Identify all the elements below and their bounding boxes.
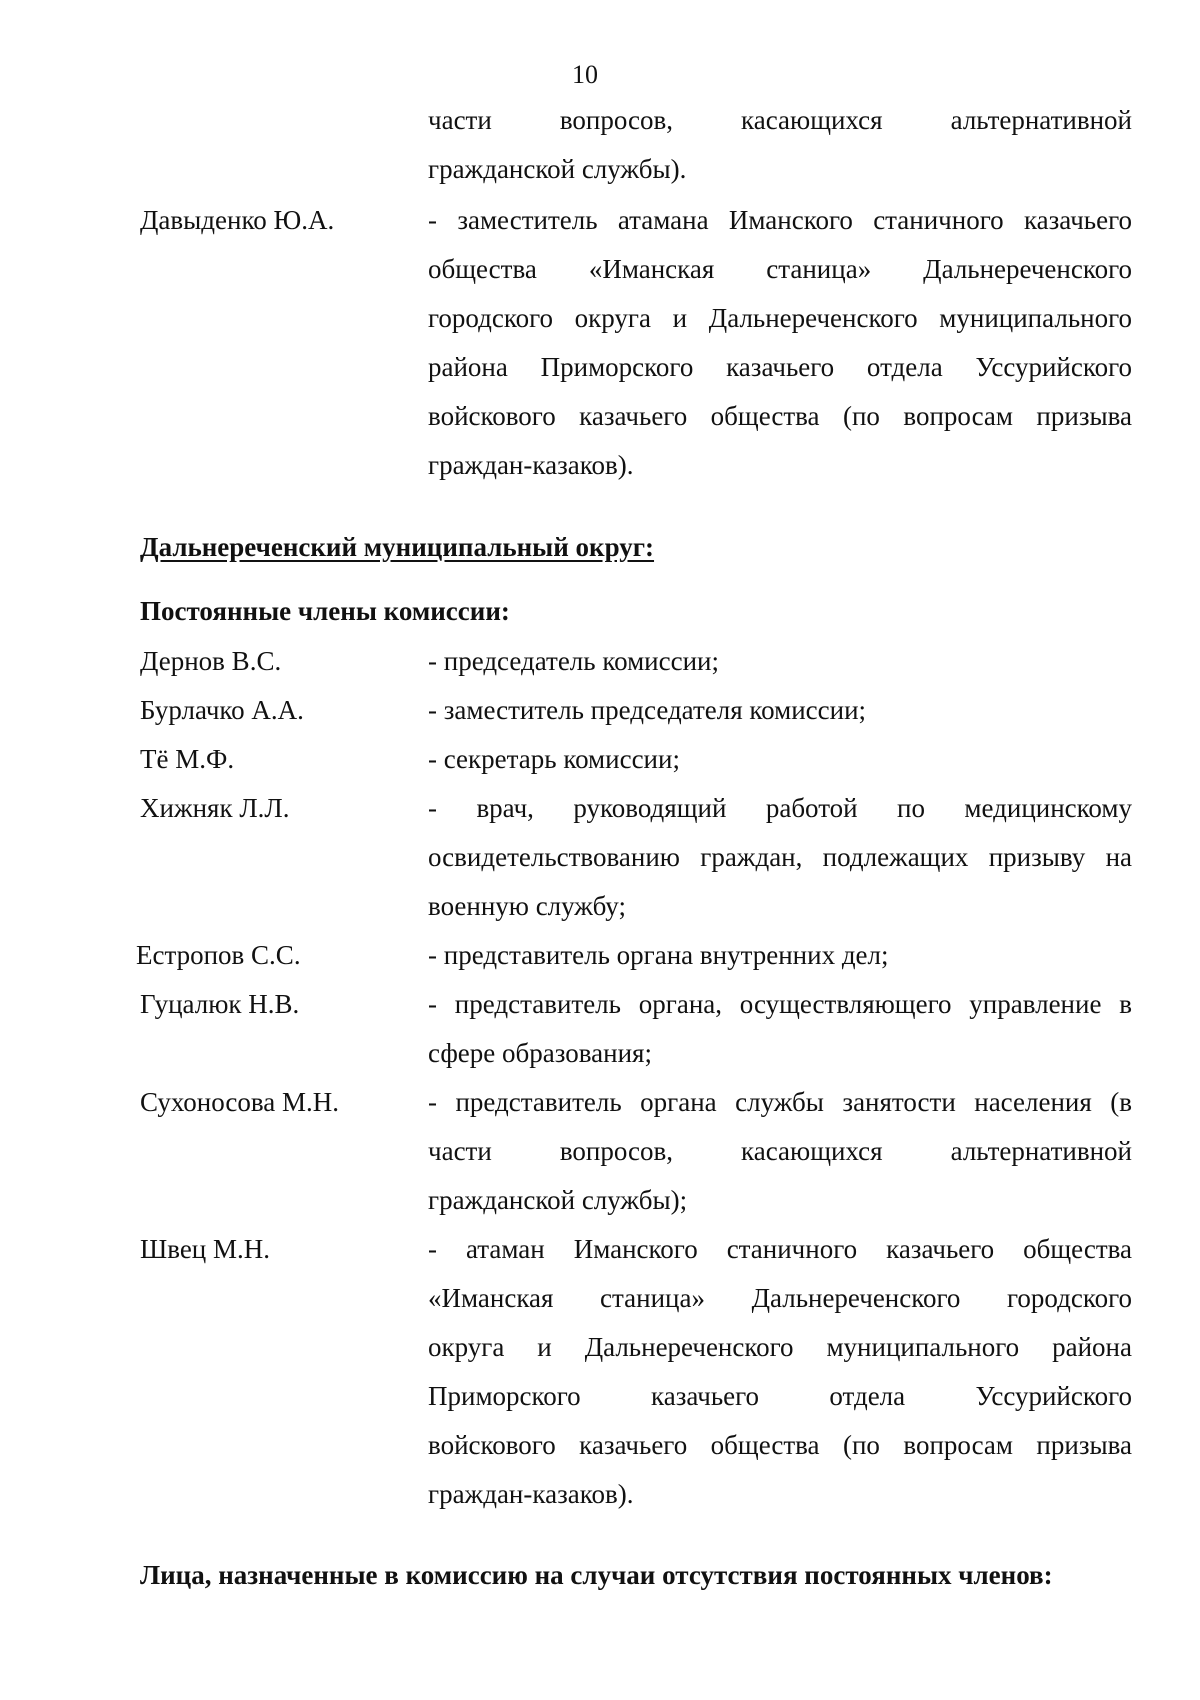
role-line: - атаман Иманского станичного казачьего общества <box>428 1234 1132 1264</box>
role-line: округа и Дальнереченского муниципального района <box>428 1332 1132 1362</box>
role-line: - заместитель председателя комиссии; <box>428 695 867 725</box>
page-number: 10 <box>572 60 598 89</box>
role-text <box>428 1078 1132 1225</box>
member-name: Гуцалюк Н.В. <box>140 989 300 1019</box>
role-text <box>428 735 1132 784</box>
member-name: Тё М.Ф. <box>140 744 235 774</box>
role-line: общества «Иманская станица» Дальнереченского <box>428 254 1132 284</box>
role-text <box>428 931 1132 980</box>
role-line: граждан-казаков). <box>428 1479 634 1509</box>
member-name: Давыденко Ю.А. <box>140 205 335 235</box>
role-line: района Приморского казачьего отдела Уссурийского <box>428 352 1132 382</box>
role-text <box>428 196 1132 490</box>
role-line: «Иманская станица» Дальнереченского городского <box>428 1283 1132 1313</box>
role-line: - секретарь комиссии; <box>428 744 680 774</box>
role-line: - председатель комиссии; <box>428 646 719 676</box>
role-text <box>428 637 1132 686</box>
role-line: гражданской службы). <box>428 154 687 184</box>
role-line: - представитель органа, осуществляющего управление в <box>428 989 1132 1019</box>
role-text <box>428 96 1132 194</box>
role-text <box>428 686 1132 735</box>
role-line: гражданской службы); <box>428 1185 688 1215</box>
section-heading: Дальнереченский муниципальный округ: <box>140 532 655 562</box>
role-line: части вопросов, касающихся альтернативной <box>428 1136 1132 1166</box>
role-line: военную службу; <box>428 891 626 921</box>
role-line: - представитель органа службы занятости населения (в <box>428 1087 1132 1117</box>
role-line: граждан-казаков). <box>428 450 634 480</box>
member-name: Швец М.Н. <box>140 1234 271 1264</box>
member-name: Хижняк Л.Л. <box>140 793 290 823</box>
member-name: Сухоносова М.Н. <box>140 1087 340 1117</box>
role-line: Приморского казачьего отдела Уссурийского <box>428 1381 1132 1411</box>
role-text <box>428 784 1132 931</box>
role-text <box>428 980 1132 1078</box>
role-text <box>428 1225 1132 1519</box>
role-line: - врач, руководящий работой по медицинскому <box>428 793 1132 823</box>
role-line: сфере образования; <box>428 1038 652 1068</box>
member-name: Естропов С.С. <box>136 940 301 970</box>
role-line: войскового казачьего общества (по вопросам призыва <box>428 401 1132 431</box>
role-line: - представитель органа внутренних дел; <box>428 940 889 970</box>
permanent-members-heading: Постоянные члены комиссии: <box>140 596 510 626</box>
role-line: городского округа и Дальнереченского муниципального <box>428 303 1132 333</box>
substitutes-heading: Лица, назначенные в комиссию на случаи отсутствия постоянных членов: <box>140 1560 1053 1590</box>
role-line: освидетельствованию граждан, подлежащих призыву на <box>428 842 1132 872</box>
member-name: Бурлачко А.А. <box>140 695 304 725</box>
role-line: - заместитель атамана Иманского станичного казачьего <box>428 205 1132 235</box>
member-name: Дернов В.С. <box>140 646 282 676</box>
role-line: войскового казачьего общества (по вопросам призыва <box>428 1430 1132 1460</box>
role-line: части вопросов, касающихся альтернативной <box>428 105 1132 135</box>
